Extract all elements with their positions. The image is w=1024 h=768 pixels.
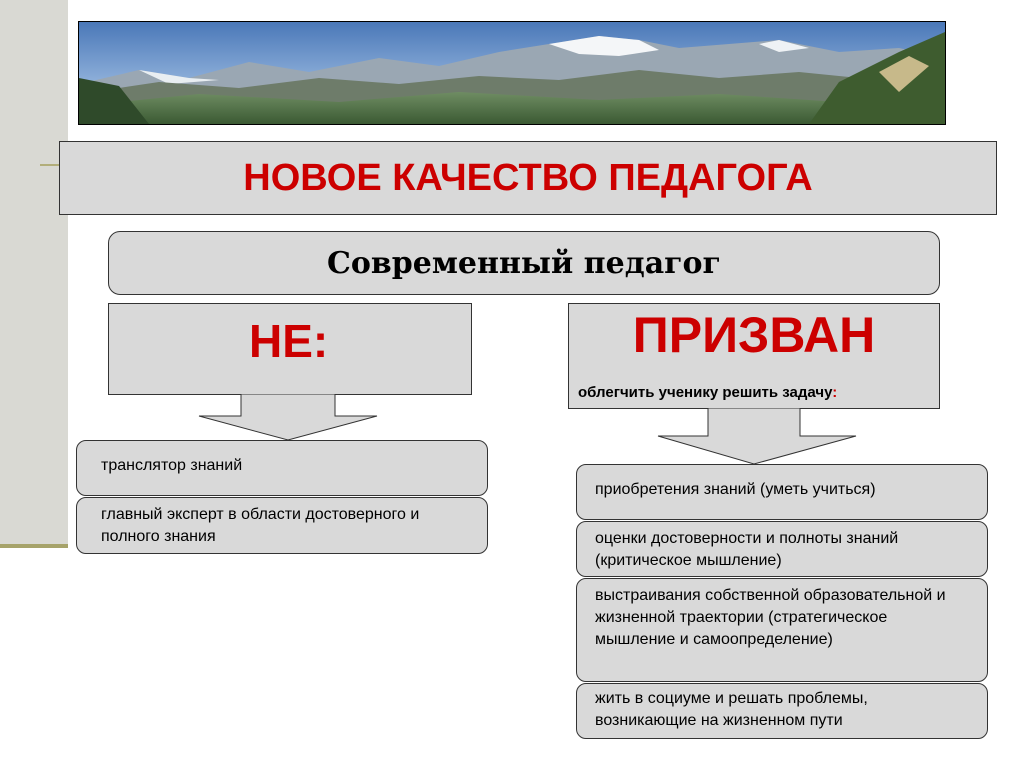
ne-item: транслятор знаний xyxy=(76,440,488,496)
page-title: НОВОЕ КАЧЕСТВО ПЕДАГОГА xyxy=(243,156,813,199)
prizvan-box xyxy=(568,303,940,409)
prizvan-subtitle-text: облегчить ученику решить задачу xyxy=(578,384,833,401)
prizvan-heading: ПРИЗВАН xyxy=(632,307,876,363)
prizvan-item: приобретения знаний (уметь учиться) xyxy=(576,464,988,520)
ne-item: главный эксперт в области достоверного и полного знания xyxy=(76,497,488,554)
accent-line-bottom xyxy=(0,544,68,548)
down-arrow-icon xyxy=(657,408,857,465)
left-decor-bar xyxy=(0,0,68,544)
mountain-landscape-image xyxy=(78,21,946,125)
prizvan-subtitle xyxy=(578,384,837,401)
prizvan-subtitle-colon: : xyxy=(832,384,838,401)
prizvan-item: оценки достоверности и полноты знаний (критическое мышление) xyxy=(576,521,988,577)
subtitle-box xyxy=(108,231,940,295)
ne-heading: НЕ: xyxy=(249,315,329,367)
title-box xyxy=(59,141,997,215)
ne-box xyxy=(108,303,472,395)
prizvan-item: жить в социуме и решать проблемы, возникающие на жизненном пути xyxy=(576,683,988,739)
prizvan-item: выстраивания собственной образовательной и жизненной траектории (стратегическое мышление и самоопределение) xyxy=(576,578,988,682)
subtitle-text: Современный педагог xyxy=(327,245,721,281)
down-arrow-icon xyxy=(198,394,378,441)
